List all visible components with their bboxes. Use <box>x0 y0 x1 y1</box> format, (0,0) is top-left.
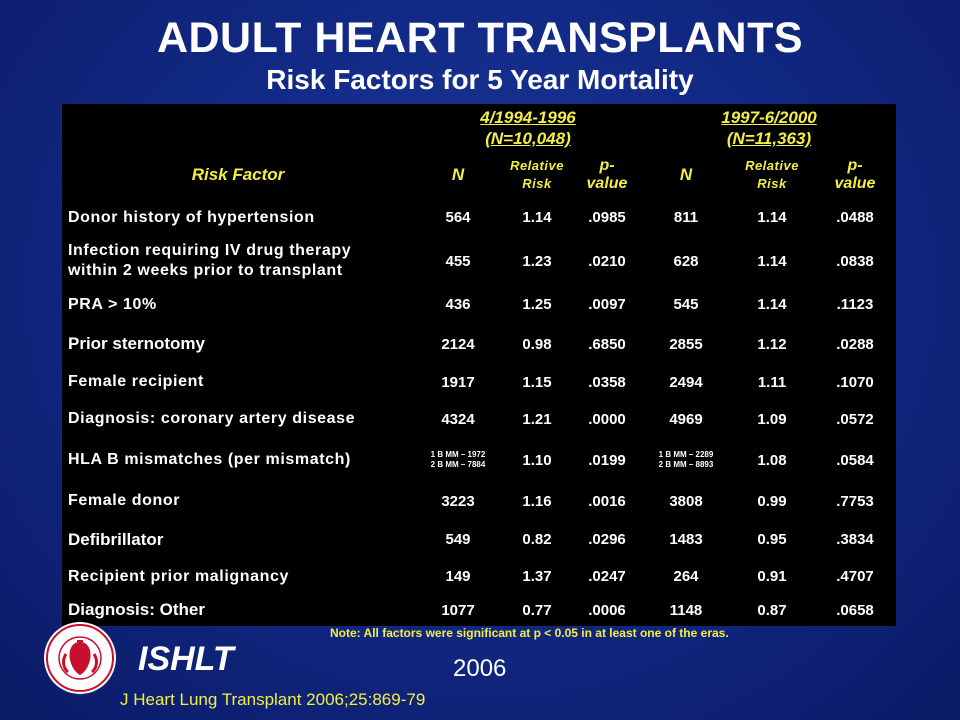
p-era-2: .1123 <box>836 296 874 313</box>
table-row <box>62 364 896 400</box>
n-era-2: 2855 <box>669 335 703 353</box>
n-era-2: 1483 <box>669 531 703 548</box>
p-era-2: .0572 <box>836 410 874 428</box>
risk-factor-name: Female recipient <box>68 373 204 390</box>
rr-era-1: 1.16 <box>522 492 552 510</box>
n-era-1: 4324 <box>441 410 475 428</box>
table-row <box>62 324 896 364</box>
rr-era-1: 0.82 <box>522 531 552 548</box>
n-era-2: 545 <box>673 296 699 313</box>
table-row <box>62 285 896 324</box>
p-era-2: .7753 <box>836 492 874 510</box>
rr-era-2: 0.99 <box>757 492 787 510</box>
n-era-1: 3223 <box>441 492 475 510</box>
table-row <box>62 400 896 438</box>
table-row <box>62 594 896 626</box>
era-2-n: (N=11,363) <box>726 129 812 148</box>
p-era-2: .4707 <box>836 568 874 585</box>
col-relative-label: Relative <box>745 158 799 173</box>
col-value-label: value <box>586 175 628 192</box>
footnote: Note: All factors were significant at p < 0.05 in at least one of the eras. <box>330 626 729 640</box>
p-era-1: .0199 <box>588 451 626 469</box>
col-risk-label: Risk <box>522 176 552 191</box>
rr-era-1: 1.25 <box>522 296 552 313</box>
col-p-value-2 <box>814 152 896 198</box>
p-era-1: .6850 <box>588 335 626 353</box>
p-era-1: .0985 <box>588 209 626 226</box>
rr-era-2: 0.91 <box>757 568 787 585</box>
table-row <box>62 559 896 594</box>
p-era-2: .0488 <box>836 209 874 226</box>
risk-factor-name: Donor history of hypertension <box>68 208 315 226</box>
rr-era-2: 1.14 <box>757 296 787 313</box>
n-era-2: 264 <box>673 568 699 585</box>
risk-factor-table <box>62 104 896 626</box>
page-title: ADULT HEART TRANSPLANTS <box>156 14 804 62</box>
era-2-header <box>642 104 896 152</box>
p-era-1: .0097 <box>588 296 626 313</box>
year-label: 2006 <box>453 655 507 682</box>
mismatch-1-count: 1 B MM – 2289 <box>658 450 714 459</box>
n-era-1: 549 <box>445 531 471 548</box>
era-1-range: 4/1994-1996 <box>480 108 576 127</box>
p-era-2: .0838 <box>836 252 874 270</box>
col-n-1: N <box>451 165 465 184</box>
rr-era-1: 0.77 <box>522 601 552 619</box>
p-era-2: .1070 <box>836 373 874 391</box>
table-row <box>62 482 896 520</box>
p-era-1: .0210 <box>588 252 626 270</box>
rr-era-1: 1.14 <box>522 209 552 226</box>
p-era-1: .0358 <box>588 373 626 391</box>
era-2-range: 1997-6/2000 <box>721 108 817 127</box>
rr-era-2: 0.95 <box>757 531 787 548</box>
n-era-1 <box>414 438 502 482</box>
rr-era-1: 1.23 <box>522 252 552 270</box>
rr-era-1: 1.10 <box>522 451 552 469</box>
col-relative-risk-2 <box>730 152 814 198</box>
rr-era-2: 1.09 <box>757 410 787 428</box>
n-era-2: 4969 <box>669 410 703 428</box>
p-era-2: .0584 <box>836 451 874 469</box>
rr-era-1: 1.21 <box>522 410 552 428</box>
mismatch-1-count: 1 B MM – 1972 <box>430 450 486 459</box>
risk-factor-line-2: within 2 weeks prior to transplant <box>68 262 343 279</box>
risk-factor-name: Female donor <box>68 492 181 509</box>
organization-name: ISHLT <box>138 640 234 678</box>
n-era-2: 628 <box>673 252 699 270</box>
rr-era-2: 1.12 <box>757 335 787 353</box>
era-1-header <box>414 104 642 152</box>
p-era-1: .0247 <box>588 568 626 585</box>
table-row <box>62 198 896 237</box>
table-row <box>62 237 896 285</box>
n-era-2: 811 <box>673 209 699 226</box>
n-era-1: 149 <box>445 568 471 585</box>
col-relative-risk-1 <box>502 152 572 198</box>
p-era-2: .0658 <box>836 601 874 619</box>
n-era-2: 3808 <box>669 492 703 510</box>
rr-era-2: 1.11 <box>757 373 787 391</box>
risk-factor-name: Diagnosis: Other <box>68 600 205 619</box>
n-era-2: 2494 <box>669 373 703 391</box>
table-row <box>62 438 896 482</box>
col-risk-label: Risk <box>757 176 787 191</box>
rr-era-1: 0.98 <box>522 335 552 353</box>
ishlt-seal-icon <box>42 620 118 696</box>
p-era-1: .0016 <box>588 492 626 510</box>
table-row <box>62 520 896 559</box>
era-header-row <box>62 104 896 152</box>
mismatch-2-count: 2 B MM – 8893 <box>658 460 714 469</box>
col-risk-factor: Risk Factor <box>191 165 285 184</box>
n-era-1: 436 <box>445 296 471 313</box>
col-p-value-1 <box>572 152 642 198</box>
rr-era-1: 1.15 <box>522 373 552 391</box>
n-era-1: 1917 <box>441 373 475 391</box>
risk-factor-line-1: Infection requiring IV drug therapy <box>68 242 352 259</box>
risk-factor-name: Prior sternotomy <box>68 334 205 353</box>
page-subtitle: Risk Factors for 5 Year Mortality <box>266 64 694 95</box>
col-p-label: p- <box>599 157 615 174</box>
rr-era-2: 1.14 <box>757 252 787 270</box>
risk-factor-name: HLA B mismatches (per mismatch) <box>68 451 351 468</box>
col-relative-label: Relative <box>510 158 564 173</box>
column-header-row <box>62 152 896 198</box>
col-value-label: value <box>834 175 876 192</box>
citation: J Heart Lung Transplant 2006;25:869-79 <box>120 690 426 709</box>
rr-era-2: 0.87 <box>757 601 787 619</box>
rr-era-2: 1.14 <box>757 209 787 226</box>
p-era-1: .0006 <box>588 601 626 619</box>
col-p-label: p- <box>847 157 863 174</box>
p-era-2: .0288 <box>836 335 874 353</box>
n-era-1: 455 <box>445 252 471 270</box>
n-era-1: 564 <box>445 209 471 226</box>
risk-factor-name: Diagnosis: coronary artery disease <box>68 410 356 427</box>
p-era-2: .3834 <box>836 531 874 548</box>
p-era-1: .0296 <box>588 531 626 548</box>
era-1-n: (N=10,048) <box>485 129 571 148</box>
n-era-1: 1077 <box>441 601 475 619</box>
risk-factor-name: PRA > 10% <box>68 295 157 313</box>
n-era-1: 2124 <box>441 335 475 353</box>
p-era-1: .0000 <box>588 410 626 428</box>
risk-factor-name: Recipient prior malignancy <box>68 567 289 585</box>
col-n-2: N <box>679 165 693 184</box>
n-era-2 <box>642 438 730 482</box>
rr-era-2: 1.08 <box>757 451 787 469</box>
risk-factor-name <box>62 237 414 285</box>
risk-factor-name: Defibrillator <box>68 529 164 549</box>
mismatch-2-count: 2 B MM – 7884 <box>430 460 486 469</box>
rr-era-1: 1.37 <box>522 568 552 585</box>
n-era-2: 1148 <box>669 601 703 619</box>
